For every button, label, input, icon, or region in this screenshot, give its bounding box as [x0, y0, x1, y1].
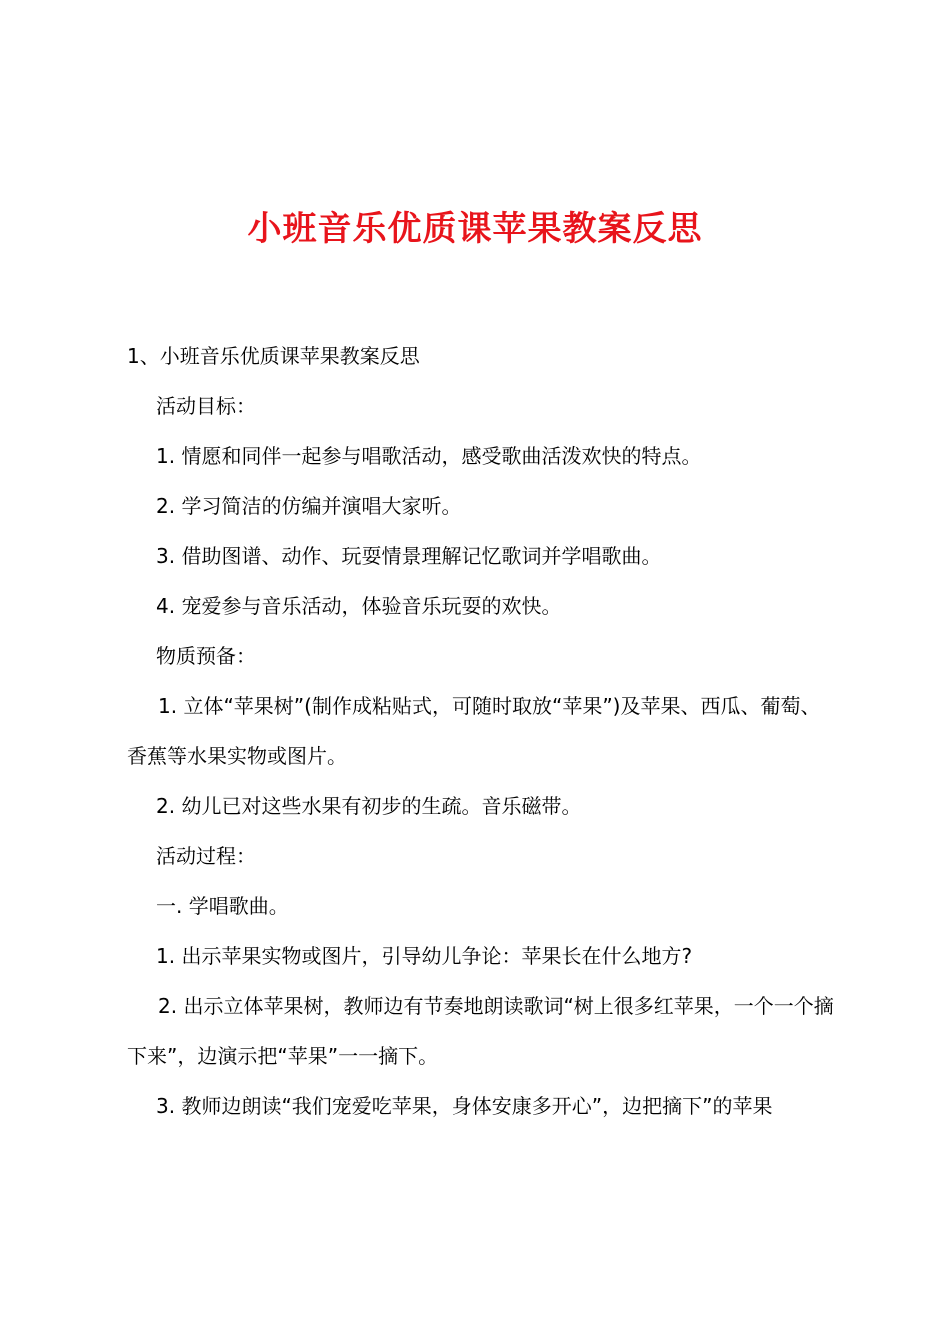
goal-item: 4. 宠爱参与音乐活动，体验音乐玩耍的欢快。	[156, 594, 562, 618]
goals-label: 活动目标：	[156, 394, 256, 418]
section-heading: 1、小班音乐优质课苹果教案反思	[127, 344, 420, 368]
goal-item: 2. 学习简洁的仿编并演唱大家听。	[156, 494, 462, 518]
material-item: 2. 幼儿已对这些水果有初步的生疏。音乐磁带。	[156, 794, 582, 818]
goal-item: 3. 借助图谱、动作、玩耍情景理解记忆歌词并学唱歌曲。	[156, 544, 662, 568]
process-step: 1. 出示苹果实物或图片，引导幼儿争论：苹果长在什么地方?	[156, 944, 693, 968]
process-step-heading: 一. 学唱歌曲。	[156, 894, 289, 918]
process-label: 活动过程：	[156, 844, 256, 868]
goal-item: 1. 情愿和同伴一起参与唱歌活动，感受歌曲活泼欢快的特点。	[156, 444, 702, 468]
document-body	[127, 331, 837, 1131]
process-step: 3. 教师边朗读“我们宠爱吃苹果，身体安康多开心”，边把摘下”的苹果	[156, 1094, 773, 1118]
material-item: 1. 立体“苹果树”(制作成粘贴式，可随时取放“苹果”)及苹果、西瓜、葡萄、香蕉等水果实物或图片。	[127, 694, 821, 768]
document-title: 小班音乐优质课苹果教案反思	[247, 209, 703, 249]
process-step: 2. 出示立体苹果树，教师边有节奏地朗读歌词“树上很多红苹果，一个一个摘下来”，边演示把“苹果”一一摘下。	[127, 994, 834, 1068]
materials-label: 物质预备：	[156, 644, 256, 668]
